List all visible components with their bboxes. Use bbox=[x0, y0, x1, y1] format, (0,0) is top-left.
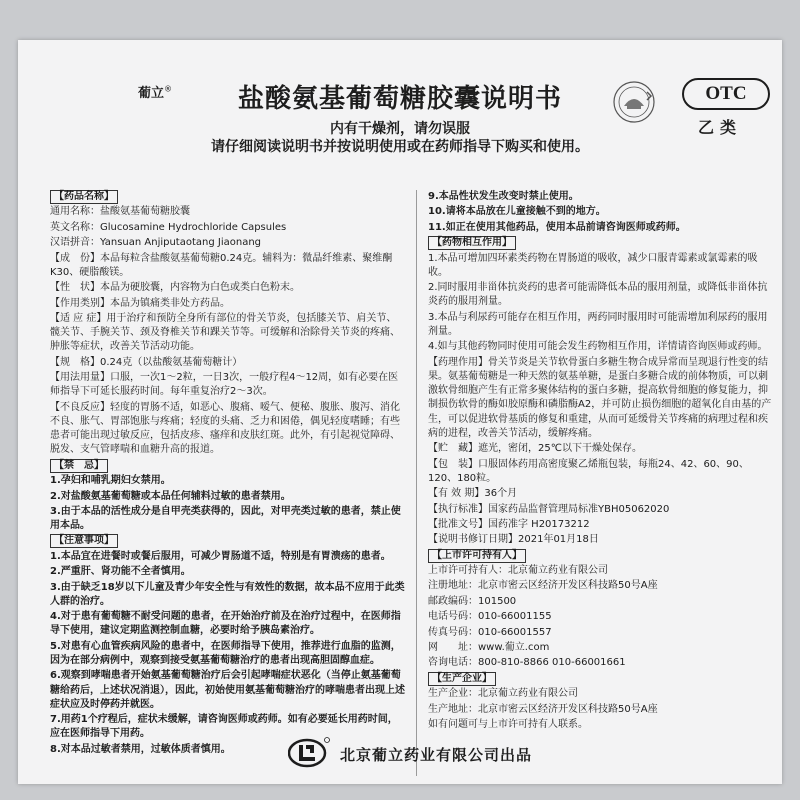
list-item: 5.对患有心血管疾病风险的患者中，在医师指导下使用，推荐进行血脂的监测，因为在部分病例中，观察到接受氨基葡萄糖治疗的患者出现高胆固醇血症。 bbox=[50, 640, 401, 667]
section-heading: 【上市许可持有人】 bbox=[428, 549, 526, 563]
list-item: 6.观察到哮喘患者开始氨基葡萄糖治疗后会引起哮喘症状恶化（当停止氨基葡萄糖给药后，上述状况消退），因此，初始使用氨基葡萄糖治疗的哮喘患者出现上述症状应及时停药并就医。 bbox=[50, 670, 405, 710]
pharmacy-seal-icon bbox=[612, 80, 656, 124]
validity: 【有 效 期】36个月 bbox=[428, 488, 518, 500]
list-item: 邮政编码：101500 bbox=[428, 595, 517, 607]
section-heading: 【注意事项】 bbox=[50, 534, 118, 548]
list-item: 2.对盐酸氨基葡萄糖或本品任何辅料过敏的患者禁用。 bbox=[50, 490, 291, 502]
list-item: 2.严重肝、肾功能不全者慎用。 bbox=[50, 566, 191, 578]
list-item: 生产企业：北京葡立药业有限公司 bbox=[428, 688, 578, 700]
list-item: 3.本品与利尿药可能存在相互作用，两药同时服用时可能需增加利尿药的服用剂量。 bbox=[428, 311, 768, 337]
standard: 【执行标准】国家药品监督管理局标准YBH05062020 bbox=[428, 503, 670, 515]
usage-dosage: 【用法用量】口服，一次1～2粒，一日3次，一般疗程4～12周，如有必要在医师指导下可延长服药时间。每年重复治疗2～3次。 bbox=[50, 372, 399, 398]
brand-name: 葡立® bbox=[138, 84, 173, 101]
category: 【作用类别】本品为镇痛类非处方药品。 bbox=[50, 297, 230, 309]
list-item: 2.同时服用非甾体抗炎药的患者可能需降低本品的服用剂量，或降低非甾体抗炎药的服用剂量。 bbox=[428, 282, 768, 308]
section-heading: 【生产企业】 bbox=[428, 672, 496, 686]
otc-class: 乙类 bbox=[698, 118, 743, 137]
company-name: 北京葡立药业有限公司出品 bbox=[340, 746, 533, 764]
list-item: 生产地址：北京市密云区经济开发区科技路50号A座 bbox=[428, 703, 658, 715]
list-item: 如有问题可与上市许可持有人联系。 bbox=[428, 718, 588, 730]
list-item: 1.本品宜在进餐时或餐后服用，可减少胃肠道不适，特别是有胃溃疡的患者。 bbox=[50, 550, 391, 562]
warning-read-instructions: 请仔细阅读说明书并按说明使用或在药师指导下购买和使用。 bbox=[211, 139, 589, 155]
pinyin-name: 汉语拼音：Yansuan Anjiputaotang Jiaonang bbox=[50, 237, 262, 249]
section-heading: 【药品名称】 bbox=[50, 190, 118, 204]
section-heading: 【药物相互作用】 bbox=[428, 236, 516, 250]
list-item: 3.由于本品的活性成分是自甲壳类获得的，因此，对甲壳类过敏的患者，禁止使用本品。 bbox=[50, 505, 401, 532]
section-heading: 【禁 忌】 bbox=[50, 459, 108, 473]
footer bbox=[18, 730, 782, 780]
otc-badge: OTC bbox=[682, 78, 770, 110]
list-item: 上市许可持有人：北京葡立药业有限公司 bbox=[428, 565, 608, 577]
list-item: 传真号码：010-66001557 bbox=[428, 626, 552, 638]
list-item: 注册地址：北京市密云区经济开发区科技路50号A座 bbox=[428, 580, 658, 592]
list-item: 10.请将本品放在儿童接触不到的地方。 bbox=[428, 206, 606, 218]
revision-date: 【说明书修订日期】2021年01月18日 bbox=[428, 534, 599, 546]
company-logo-icon bbox=[288, 736, 330, 768]
english-name: 英文名称：Glucosamine Hydrochloride Capsules bbox=[50, 221, 287, 233]
list-item: 1.孕妇和哺乳期妇女禁用。 bbox=[50, 475, 171, 487]
list-item: 3.由于缺乏18岁以下儿童及青少年安全性与有效性的数据，故本品不应用于此类人群的治疗。 bbox=[50, 581, 405, 607]
storage: 【贮 藏】遮光，密闭，25℃以下干燥处保存。 bbox=[428, 443, 642, 455]
list-item: 9.本品性状发生改变时禁止使用。 bbox=[428, 191, 579, 202]
list-item: 7.用药1个疗程后，症状未缓解，请咨询医师或药师。如有必要延长用药时间，应在医师指导下用药。 bbox=[50, 714, 398, 740]
specification: 【规 格】0.24克（以盐酸氨基葡萄糖计） bbox=[50, 356, 243, 368]
warning-desiccant: 内有干燥剂，请勿误服 bbox=[330, 121, 470, 137]
indication: 【适 应 症】用于治疗和预防全身所有部位的骨关节炎，包括膝关节、肩关节、髋关节、手腕关节、颈及脊椎关节和踝关节等。可缓解和治除骨关节炎的疼痛、肿胀等症状，改善关节活动功能。 bbox=[50, 312, 400, 353]
leaflet-sheet bbox=[18, 40, 782, 784]
list-item: 咨询电话：800-810-8866 010-66001661 bbox=[428, 657, 626, 669]
left-column bbox=[50, 190, 406, 758]
list-item: 8.对本品过敏者禁用，过敏体质者慎用。 bbox=[50, 743, 231, 755]
header bbox=[18, 40, 782, 160]
list-item: 4.如与其他药物同时使用可能会发生药物相互作用，详情请咨询医师或药师。 bbox=[428, 341, 768, 353]
adverse-reactions: 【不良反应】轻度的胃肠不适，如恶心、腹痛、嗳气、便秘、腹胀、腹泻、消化不良、胀气、胃部饱胀与疼痛；轻度的头痛、乏力和困倦，偶见轻度嗜睡；有些患者可能出现过敏反应，包括皮疹、瘙痒和皮肤红斑。此外，有引起视觉障碍、脱发、支气管哮喘和血糖升高的报道。 bbox=[50, 401, 400, 456]
column-divider bbox=[416, 190, 417, 776]
ingredients: 【成 份】本品每粒含盐酸氨基葡萄糖0.24克。辅料为：微晶纤维素、聚维酮K30、硬脂酸镁。 bbox=[50, 252, 393, 278]
right-column bbox=[428, 190, 776, 733]
page-title: 盐酸氨基葡萄糖胶囊说明书 bbox=[237, 84, 562, 114]
package: 【包 装】口服固体药用高密度聚乙烯瓶包装，每瓶24、42、60、90、120、180粒。 bbox=[428, 458, 749, 484]
pharmacology: 【药理作用】骨关节炎是关节软骨蛋白多糖生物合成异常而呈现退行性变的结果。氨基葡萄糖是一种天然的氨基单糖，是蛋白多糖合成的前体物质，可以刺激软骨细胞产生有正常多聚体结构的蛋白多糖，提高软骨细胞的修复能力，抑制损伤软骨的酶如胶原酶和磷脂酶A2，并可防止损伤细胞的超氧化自由基的产生，可以促进软骨基质的修复和重建，从而可延缓骨关节疼痛的病理过程和疾病的进程，改善关节活动，缓解疼痛。 bbox=[428, 356, 772, 439]
list-item: 11.如正在使用其他药品，使用本品前请咨询医师或药师。 bbox=[428, 221, 686, 233]
approval-number: 【批准文号】国药准字 H20173212 bbox=[428, 518, 590, 530]
generic-name: 通用名称：盐酸氨基葡萄糖胶囊 bbox=[50, 206, 190, 218]
character: 【性 状】本品为硬胶囊，内容物为白色或类白色粉末。 bbox=[50, 282, 300, 294]
list-item: 1.本品可增加四环素类药物在胃肠道的吸收，减少口服青霉素或氯霉素的吸收。 bbox=[428, 252, 758, 278]
list-item: 网 址：www.葡立.com bbox=[428, 642, 550, 654]
list-item: 电话号码：010-66001155 bbox=[428, 611, 552, 623]
list-item: 4.对于患有葡萄糖不耐受问题的患者，在开始治疗前及在治疗过程中，在医师指导下使用，建议定期监测控制血糖，必要时给予胰岛素治疗。 bbox=[50, 611, 401, 637]
